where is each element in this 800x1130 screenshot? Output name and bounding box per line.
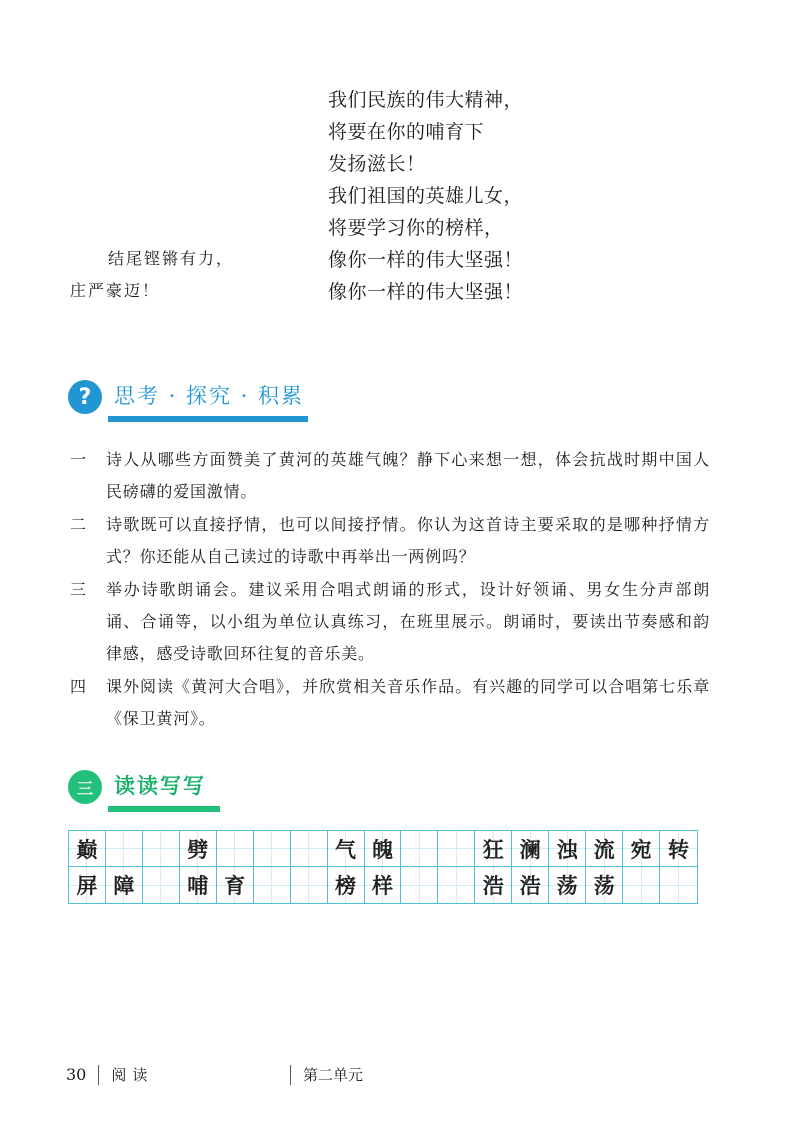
vocab-cell	[143, 831, 180, 867]
poem-line: 我们祖国的英雄儿女，	[328, 185, 524, 207]
question-number: 四	[70, 677, 87, 696]
poem-line: 发扬滋长！	[328, 153, 426, 175]
poem-line: 我们民族的伟大精神，	[328, 89, 524, 111]
page-number: 30	[66, 1065, 87, 1084]
vocab-cell: 育	[217, 867, 254, 903]
vocab-cell: 劈	[180, 831, 217, 867]
poem-line: 像你一样的伟大坚强！	[328, 249, 524, 271]
question-number: 一	[70, 450, 87, 469]
vocab-cell: 榜	[328, 867, 365, 903]
section-underline	[108, 806, 220, 812]
vocab-cell	[254, 867, 291, 903]
poem-line: 像你一样的伟大坚强！	[328, 281, 524, 303]
vocab-cell: 哺	[180, 867, 217, 903]
question-item	[70, 671, 710, 735]
question-text: 举办诗歌朗诵会。建议采用合唱式朗诵的形式，设计好领诵、男女生分声部朗诵、合诵等，以小组为单位认真练习，在班里展示。朗诵时，要读出节奏感和韵律感，感受诗歌回环往复的音乐美。	[106, 580, 710, 663]
section-underline	[108, 416, 308, 422]
vocab-cell: 狂	[475, 831, 512, 867]
question-icon: ?	[68, 380, 102, 414]
side-note-line-1: 结尾铿锵有力，	[108, 249, 235, 268]
question-text: 诗歌既可以直接抒情，也可以间接抒情。你认为这首诗主要采取的是哪种抒情方式？你还能从自己读过的诗歌中再举出一两例吗？	[106, 515, 710, 566]
vocab-cell: 澜	[512, 831, 549, 867]
section-title	[114, 380, 304, 414]
vocab-cell	[291, 867, 328, 903]
section-think-explore-header	[68, 380, 304, 414]
question-item	[70, 509, 710, 573]
vocab-cell	[254, 831, 291, 867]
question-list	[70, 444, 710, 736]
vocab-cell: 障	[106, 867, 143, 903]
vocab-cell	[143, 867, 180, 903]
footer-divider	[290, 1065, 291, 1085]
vocab-cell: 气	[328, 831, 365, 867]
question-item	[70, 574, 710, 670]
poem-line: 将要学习你的榜样，	[328, 217, 504, 239]
section-number-icon: 三	[68, 770, 102, 804]
vocab-cell: 转	[660, 831, 697, 867]
section-title-text: 读读写写	[114, 773, 206, 798]
poem-line: 将要在你的哺育下	[328, 121, 485, 143]
question-text: 课外阅读《黄河大合唱》，并欣赏相关音乐作品。有兴趣的同学可以合唱第七乐章《保卫黄河》。	[106, 677, 710, 728]
vocab-cell: 浩	[475, 867, 512, 903]
vocab-cell	[401, 867, 438, 903]
footer-unit-block	[290, 1064, 363, 1085]
vocab-cell	[291, 831, 328, 867]
vocabulary-grid	[68, 830, 698, 904]
vocab-cell: 宛	[623, 831, 660, 867]
vocab-cell	[438, 867, 475, 903]
question-text: 诗人从哪些方面赞美了黄河的英雄气魄？静下心来想一想，体会抗战时期中国人民磅礴的爱国激情。	[106, 450, 710, 501]
vocab-cell	[660, 867, 697, 903]
vocab-cell: 巅	[69, 831, 106, 867]
vocab-cell	[438, 831, 475, 867]
footer-divider	[98, 1065, 99, 1085]
vocab-cell	[401, 831, 438, 867]
vocab-cell: 样	[365, 867, 402, 903]
question-number: 三	[70, 580, 87, 599]
vocab-cell: 荡	[586, 867, 623, 903]
section-read-write-header	[68, 770, 206, 804]
section-title-text: 思考 · 探究 · 积累	[114, 384, 305, 408]
vocab-cell	[217, 831, 254, 867]
section-title	[114, 770, 206, 804]
page-footer	[66, 1064, 153, 1085]
vocab-cell	[106, 831, 143, 867]
vocab-cell: 荡	[549, 867, 586, 903]
vocab-cell: 屏	[69, 867, 106, 903]
vocab-cell: 浩	[512, 867, 549, 903]
question-number: 二	[70, 515, 87, 534]
question-item	[70, 444, 710, 508]
vocab-cell	[623, 867, 660, 903]
footer-unit: 第二单元	[303, 1066, 364, 1084]
footer-section: 阅读	[111, 1066, 154, 1084]
vocab-cell: 浊	[549, 831, 586, 867]
side-note-line-2: 庄严豪迈！	[70, 281, 161, 300]
poem-lines	[328, 84, 523, 308]
vocab-cell: 流	[586, 831, 623, 867]
vocab-cell: 魄	[365, 831, 402, 867]
